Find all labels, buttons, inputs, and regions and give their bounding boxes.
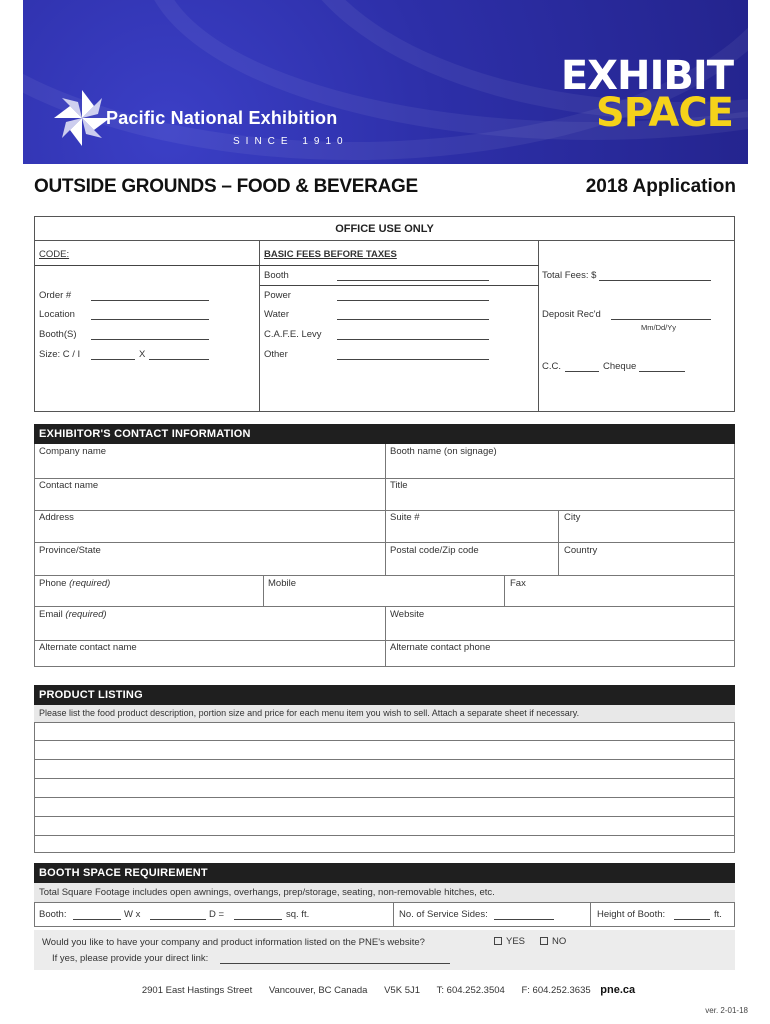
footer-web[interactable]: pne.ca	[600, 984, 636, 996]
total-fees-label: Total Fees: $	[542, 270, 597, 281]
footer-fax: F: 604.252.3635	[521, 985, 591, 996]
total-fees-field[interactable]	[599, 280, 711, 281]
code-label: CODE:	[39, 249, 70, 260]
alt-contact-name-field[interactable]: Alternate contact name	[39, 642, 137, 653]
service-sides-field[interactable]	[494, 919, 554, 920]
exhibit-space-wordmark	[560, 53, 733, 136]
city-field[interactable]: City	[564, 512, 581, 523]
website-question: Would you like to have your company and product information listed on the PNE's website?	[42, 937, 425, 948]
cheque-field[interactable]	[639, 371, 685, 372]
divider	[260, 285, 539, 286]
fee-water-field[interactable]	[337, 319, 489, 320]
product-line[interactable]	[34, 797, 735, 798]
deposit-label: Deposit Rec'd	[542, 309, 601, 320]
col-divider	[558, 510, 559, 575]
footer-street: 2901 East Hastings Street	[141, 985, 253, 996]
office-col-code	[35, 241, 260, 411]
col-divider	[385, 444, 386, 575]
location-label: Location	[39, 309, 75, 320]
province-field[interactable]: Province/State	[39, 545, 101, 556]
alt-contact-phone-field[interactable]: Alternate contact phone	[390, 642, 491, 653]
suite-field[interactable]: Suite #	[390, 512, 420, 523]
col-divider	[393, 902, 394, 927]
country-field[interactable]: Country	[564, 545, 598, 556]
website-field[interactable]: Website	[390, 609, 425, 620]
size-depth-field[interactable]	[149, 359, 209, 360]
fees-heading: BASIC FEES BEFORE TAXES	[264, 249, 397, 260]
office-use-heading: OFFICE USE ONLY	[35, 217, 734, 241]
row-divider	[34, 666, 735, 667]
footer-postal: V5K 5J1	[384, 985, 421, 996]
email-label: Email	[39, 609, 63, 620]
booth-name-field[interactable]: Booth name (on signage)	[390, 446, 497, 457]
space-word: SPACE	[595, 89, 733, 136]
header-banner	[23, 0, 748, 164]
col-divider	[263, 575, 264, 606]
direct-link-field[interactable]	[220, 963, 450, 964]
product-line[interactable]	[34, 759, 735, 760]
col-divider	[385, 606, 386, 666]
ft-label: ft.	[714, 909, 722, 920]
since-text: SINCE 1910	[233, 136, 349, 147]
phone-field[interactable]	[39, 578, 110, 589]
mobile-field[interactable]: Mobile	[268, 578, 296, 589]
phone-label: Phone	[39, 578, 67, 589]
col-divider	[590, 902, 591, 927]
cheque-label: Cheque	[603, 361, 637, 372]
version-label: ver. 2-01-18	[705, 1006, 748, 1015]
footer	[0, 984, 770, 996]
divider	[260, 265, 539, 266]
fee-water-label: Water	[264, 309, 289, 320]
direct-link-label: If yes, please provide your direct link:	[52, 953, 209, 964]
fee-booth-field[interactable]	[337, 280, 489, 281]
address-field[interactable]: Address	[39, 512, 74, 523]
fax-field[interactable]: Fax	[510, 578, 526, 589]
sqft-label: sq. ft.	[286, 909, 310, 920]
product-section-heading: PRODUCT LISTING	[34, 685, 735, 705]
fee-power-field[interactable]	[337, 300, 489, 301]
footer-city: Vancouver, BC Canada	[268, 985, 368, 996]
fee-other-label: Other	[264, 349, 288, 360]
size-x-label: X	[139, 349, 146, 360]
contact-section-heading: EXHIBITOR'S CONTACT INFORMATION	[34, 424, 735, 444]
deposit-field[interactable]	[611, 319, 711, 320]
fee-booth-label: Booth	[264, 270, 289, 281]
size-width-field[interactable]	[91, 359, 135, 360]
booth-sqft-field[interactable]	[234, 919, 282, 920]
booth-width-field[interactable]	[73, 919, 121, 920]
size-label: Size: C / I	[39, 349, 81, 360]
email-field[interactable]	[39, 609, 107, 620]
product-line[interactable]	[34, 816, 735, 817]
booth-label: Booth:	[39, 909, 67, 920]
fee-other-field[interactable]	[337, 359, 489, 360]
divider	[35, 265, 260, 266]
fee-cafe-label: C.A.F.E. Levy	[264, 329, 322, 340]
col-divider	[504, 575, 505, 606]
postal-field[interactable]: Postal code/Zip code	[390, 545, 479, 556]
email-required: (required)	[65, 609, 107, 620]
order-label: Order #	[39, 290, 72, 301]
no-label: NO	[552, 936, 567, 947]
order-field[interactable]	[91, 300, 209, 301]
product-line[interactable]	[34, 740, 735, 741]
service-sides-label: No. of Service Sides:	[399, 909, 488, 920]
booths-field[interactable]	[91, 339, 209, 340]
exhibit-word: EXHIBIT	[560, 53, 733, 99]
location-field[interactable]	[91, 319, 209, 320]
product-line[interactable]	[34, 722, 735, 723]
yes-checkbox[interactable]	[494, 937, 502, 945]
height-label: Height of Booth:	[597, 909, 666, 920]
row-divider	[34, 575, 735, 576]
cc-field[interactable]	[565, 371, 599, 372]
d-label: D =	[209, 909, 225, 920]
footer-tel: T: 604.252.3504	[436, 985, 505, 996]
cc-label: C.C.	[542, 361, 561, 372]
booth-note: Total Square Footage includes open awnings, overhangs, prep/storage, seating, non-removable hitches, etc.	[39, 887, 495, 898]
title-field[interactable]: Title	[390, 480, 408, 491]
org-name: Pacific National Exhibition	[106, 107, 338, 128]
product-line[interactable]	[34, 778, 735, 779]
fee-power-label: Power	[264, 290, 291, 301]
product-instructions: Please list the food product description, portion size and price for each menu item you wish to sell. Attach a separate sheet if necessary.	[39, 708, 580, 718]
booth-depth-field[interactable]	[150, 919, 206, 920]
height-field[interactable]	[674, 919, 710, 920]
fee-cafe-field[interactable]	[337, 339, 489, 340]
company-name-field[interactable]: Company name	[39, 446, 107, 457]
no-option[interactable]	[540, 936, 566, 947]
contact-name-field[interactable]: Contact name	[39, 480, 99, 491]
yes-option[interactable]	[494, 936, 525, 947]
office-col-fees	[260, 241, 539, 411]
pinwheel-logo-icon	[50, 86, 114, 150]
product-line[interactable]	[34, 835, 735, 836]
w-label: W x	[124, 909, 141, 920]
yes-label: YES	[506, 936, 526, 947]
booth-section-heading: BOOTH SPACE REQUIREMENT	[34, 863, 735, 883]
booths-label: Booth(S)	[39, 329, 77, 340]
office-use-box	[34, 216, 735, 412]
date-format-hint: Mm/Dd/Yy	[641, 323, 677, 332]
phone-required: (required)	[69, 578, 111, 589]
no-checkbox[interactable]	[540, 937, 548, 945]
product-listing-box	[34, 705, 735, 853]
form-title: OUTSIDE GROUNDS – FOOD & BEVERAGE	[34, 176, 418, 197]
form-year: 2018 Application	[585, 176, 736, 197]
row-divider	[34, 902, 735, 903]
website-question-box	[34, 930, 735, 970]
